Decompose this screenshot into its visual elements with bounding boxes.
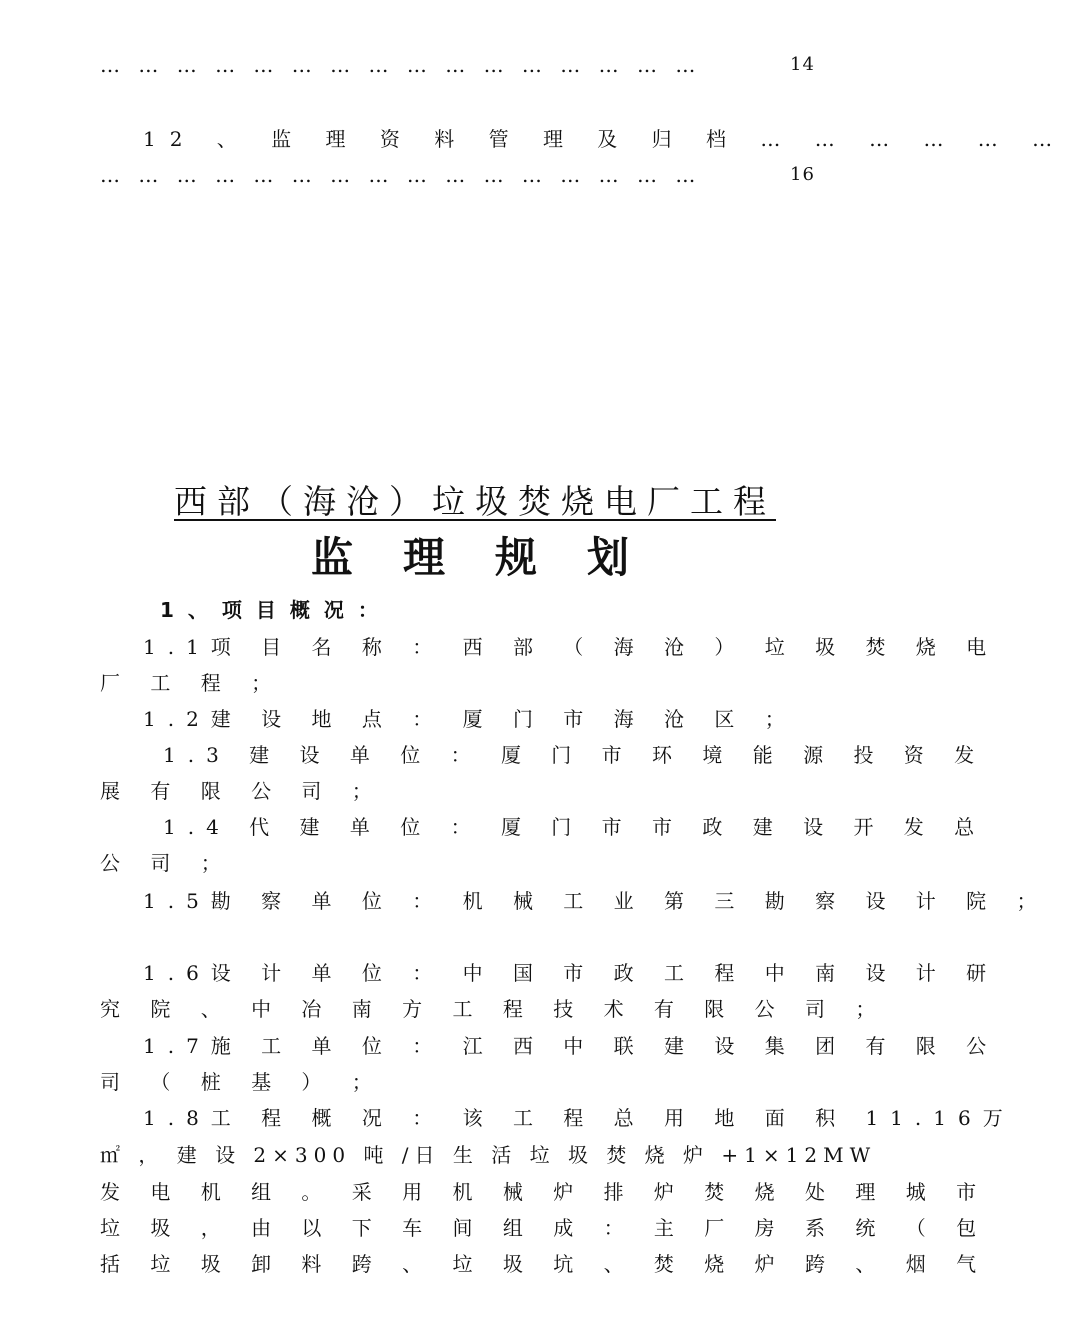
body-line: 究 院 、 中 冶 南 方 工 程 技 术 有 限 公 司 ； [100,997,888,1021]
toc-item-12: 12 、 监 理 资 料 管 理 及 归 档 … … … … … … [143,127,1066,151]
body-line: 1.8工 程 概 况 ： 该 工 程 总 用 地 面 积 11.16万 [143,1106,1015,1130]
body-line: 1.6设 计 单 位 ： 中 国 市 政 工 程 中 南 设 计 研 [143,961,999,985]
document-title-text: 西部（海沧）垃圾焚烧电厂工程 [174,482,776,521]
body-line: 1.7施 工 单 位 ： 江 西 中 联 建 设 集 团 有 限 公 [143,1034,999,1058]
body-line: 垃 圾 ， 由 以 下 车 间 组 成 ： 主 厂 房 系 统 （ 包 [100,1216,989,1240]
body-line: 公 司 ； [100,851,233,875]
toc-page-number: 16 [790,164,815,185]
toc-leader-dots: … … … … … … … … … … … … … … … … [100,163,702,187]
toc-leader-dots: … … … … … … … … … … … … … … … … [100,53,702,77]
body-line: 司 （ 桩 基 ） ； [100,1070,384,1094]
body-line: ㎡ ， 建 设 2×300 吨 /日 生 活 垃 圾 焚 烧 炉 +1×12MW [100,1143,877,1167]
body-line: 1.3 建 设 单 位 ： 厦 门 市 环 境 能 源 投 资 发 [163,743,987,767]
document-title [0,480,950,524]
body-line: 发 电 机 组 。 采 用 机 械 炉 排 炉 焚 烧 处 理 城 市 [100,1180,989,1204]
body-line: 1.2建 设 地 点 ： 厦 门 市 海 沧 区 ； [143,707,797,731]
toc-page-number: 14 [790,54,815,75]
body-line: 展 有 限 公 司 ； [100,779,384,803]
body-line: 1.1项 目 名 称 ： 西 部 （ 海 沧 ） 垃 圾 焚 烧 电 [143,635,999,659]
body-line: 括 垃 圾 卸 料 跨 、 垃 圾 坑 、 焚 烧 炉 跨 、 烟 气 [100,1252,989,1276]
section-heading: 1、项目概况： [160,598,392,622]
body-line: 1.5勘 察 单 位 ： 机 械 工 业 第 三 勘 察 设 计 院 ； [143,889,1049,913]
body-line: 1.4 代 建 单 位 ： 厦 门 市 市 政 建 设 开 发 总 [163,815,987,839]
body-line: 厂 工 程 ； [100,671,284,695]
document-subtitle: 监理规划 [310,533,679,582]
